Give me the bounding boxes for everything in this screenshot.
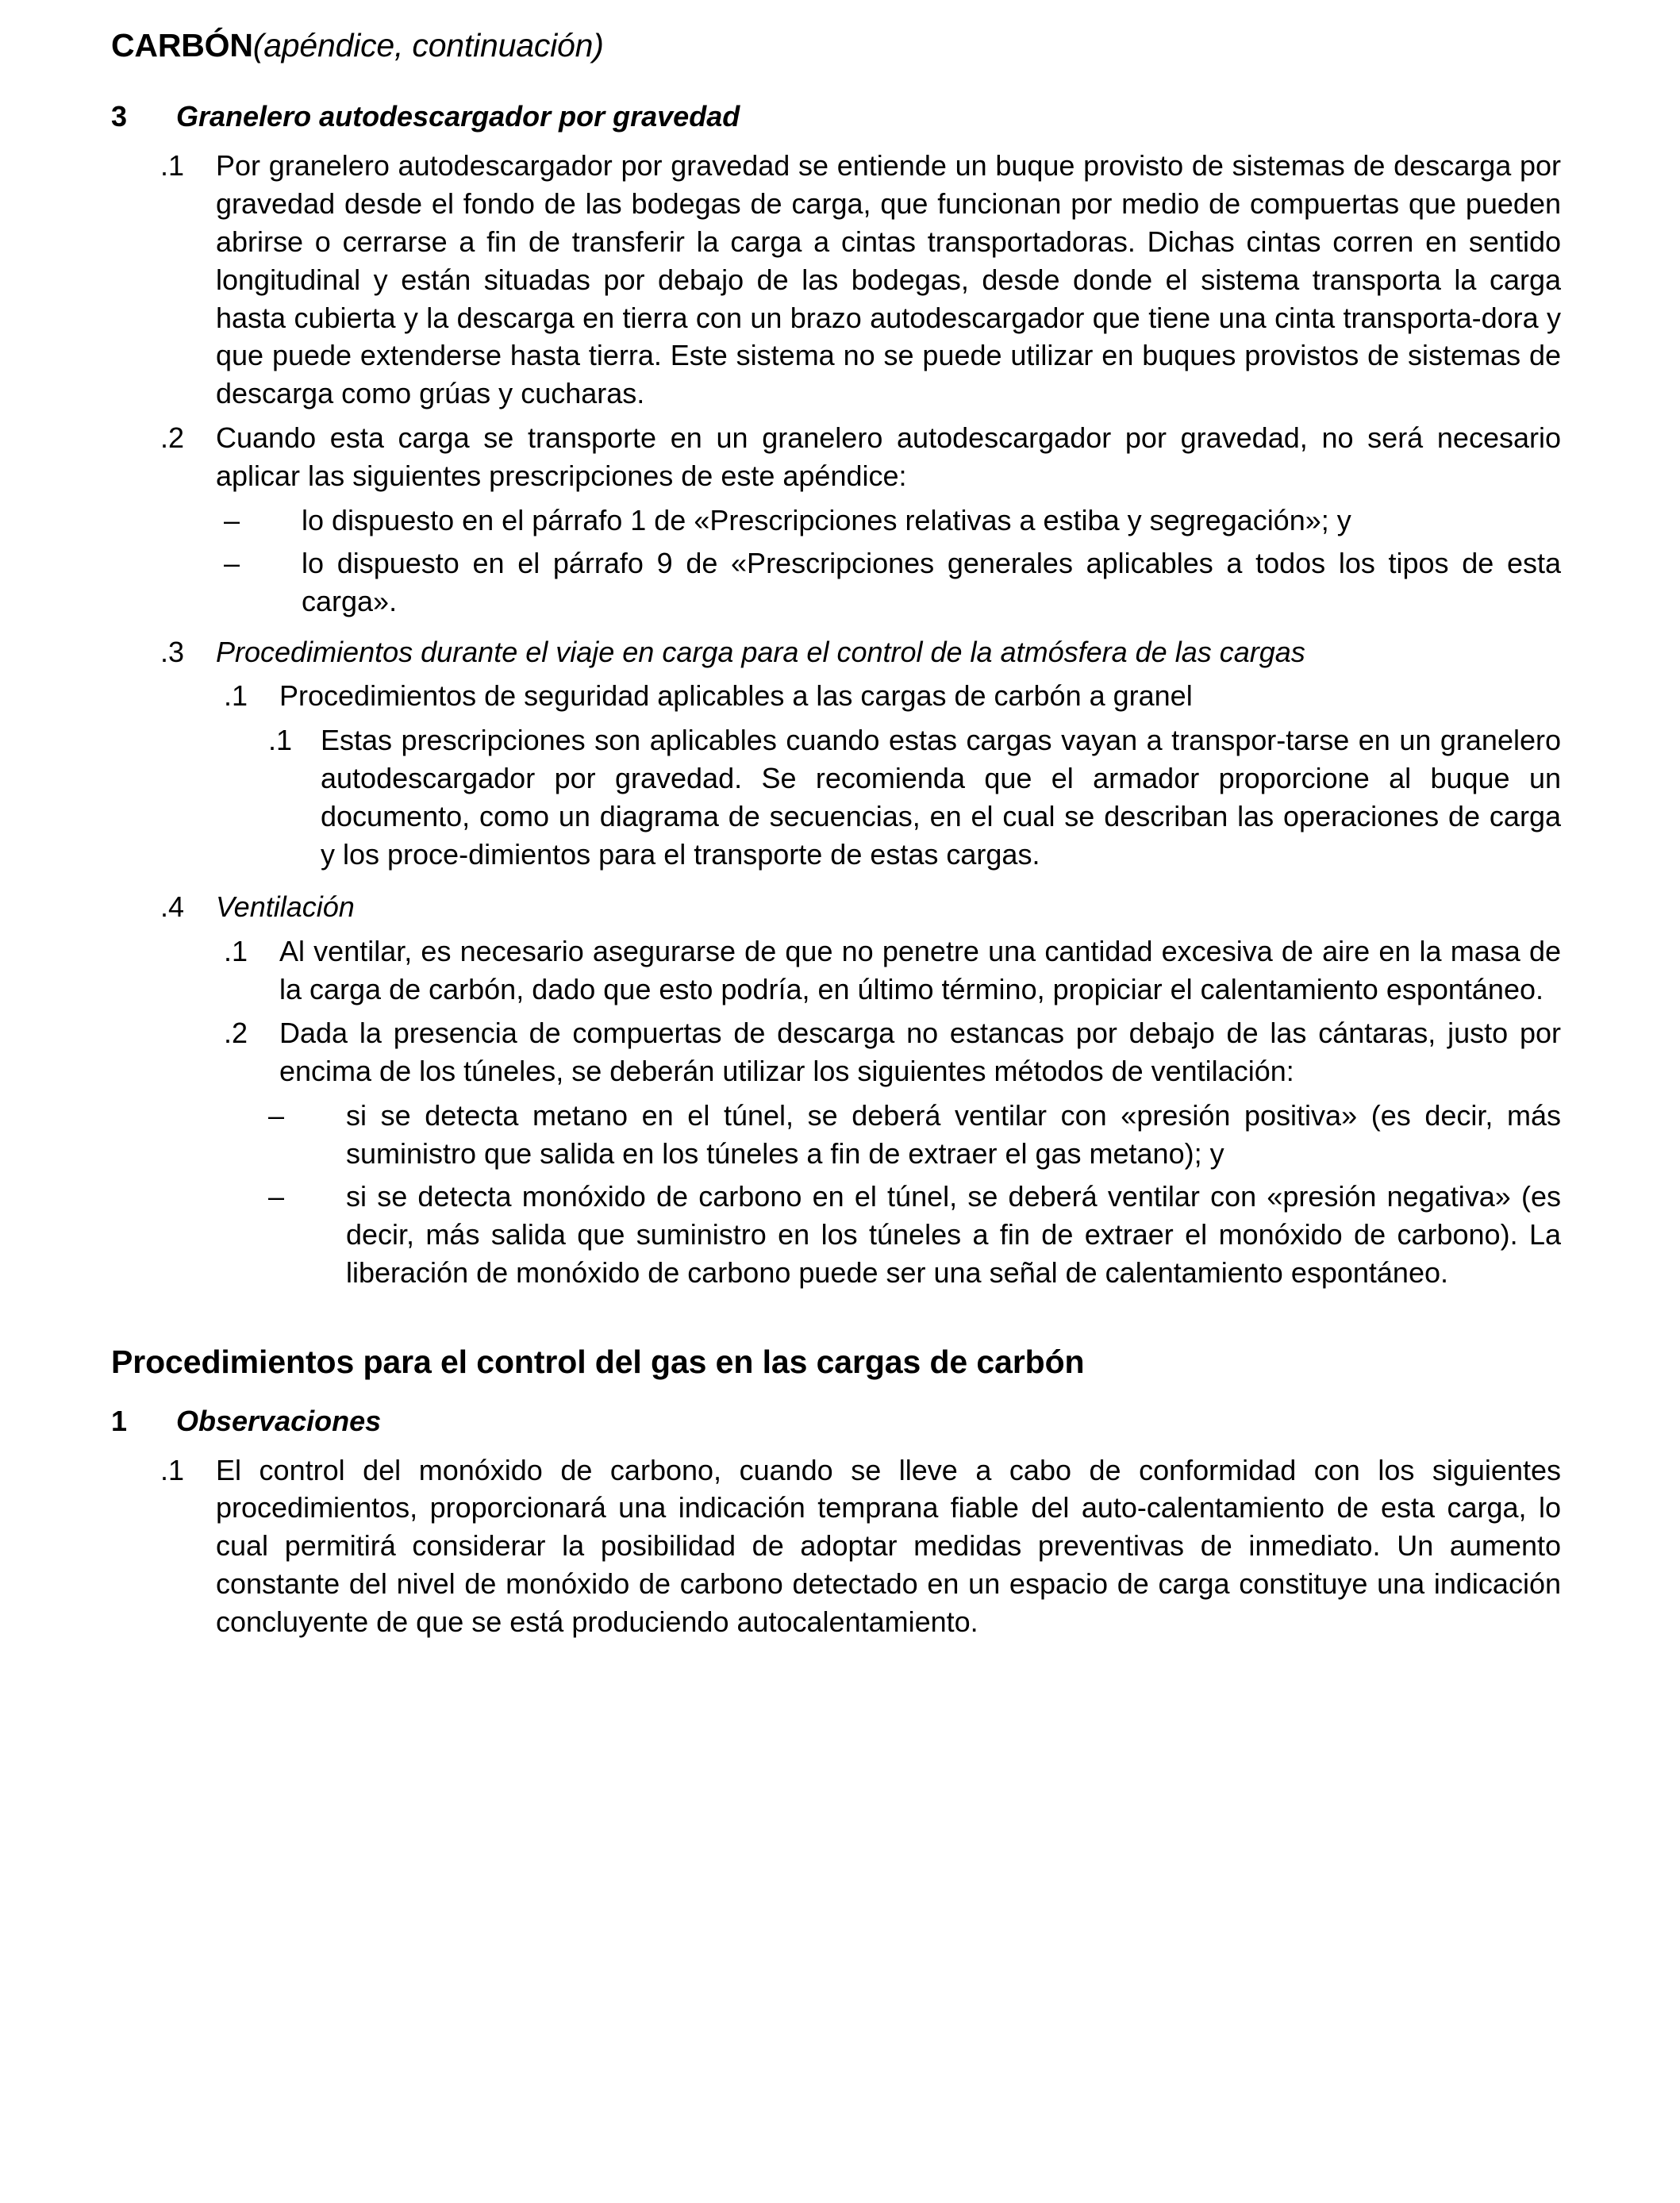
section-3-item-1-text: Por granelero autodescargador por gravedad se entiende un buque provisto de sistemas de descarga por gravedad desde el fondo de las bodegas de carga, que funcionan por medio de compuertas que pueden abrirse o cerrarse a fin de transferir la carga a cintas transportadoras. Dichas cintas corren en sentido longitudinal y están situadas por debajo de las bodegas, desde donde el sistema transporta la carga hasta cubierta y la descarga en tierra con un brazo autodescargador que tiene una cinta transporta-dora y que puede extenderse hasta tierra. Este sistema no se puede utilizar en buques provistos de sistemas de descarga como grúas y cucharas. bbox=[216, 149, 1561, 410]
section-3-item-4-sub-1-text: Al ventilar, es necesario asegurarse de que no penetre una cantidad excesiva de aire en la masa de la carga de carbón, dado que esto podría, en último término, propiciar el calentamiento espontáneo. bbox=[279, 934, 1561, 1005]
section-3-item-3-sub-1-sub-1-number: .1 bbox=[268, 724, 293, 757]
spacer bbox=[181, 880, 1561, 888]
gas-control-section-1-item-1-number: .1 bbox=[160, 1453, 185, 1486]
gas-control-section-1-heading bbox=[111, 1402, 1561, 1440]
dash-bullet-marker: – bbox=[224, 503, 240, 536]
section-3-item-3-title: Procedimientos durante el viaje en carga para el control de la atmósfera de las cargas bbox=[216, 635, 1305, 668]
section-3-item-4-sub-2-bullet-1 bbox=[181, 1097, 1561, 1173]
section-3-item-2-bullet-1-text: lo dispuesto en el párrafo 1 de «Prescripciones relativas a estiba y segregación»; y bbox=[302, 503, 1351, 536]
section-3-item-3-number: .3 bbox=[160, 635, 185, 668]
spacer bbox=[181, 625, 1561, 633]
section-3-item-4-sub-2-bullet-2 bbox=[181, 1178, 1561, 1292]
section-3-item-2-bullet-1 bbox=[181, 502, 1561, 540]
section-3-item-3-sub-1-title: Procedimientos de seguridad aplicables a las cargas de carbón a granel bbox=[279, 679, 1193, 713]
section-3-item-4-sub-1 bbox=[181, 932, 1561, 1009]
dash-bullet-marker: – bbox=[268, 1099, 285, 1132]
gas-control-section-1-item-1-text: El control del monóxido de carbono, cuando se lleve a cabo de conformidad con los siguientes procedimientos, proporcionará una indicación temprana fiable del auto-calentamiento de esta carga, lo cual permitirá considerar la posibilidad de adoptar medidas preventivas de inmediato. Un aumento constante del nivel de monóxido de carbono detectado en un espacio de carga constituye una indicación concluyente de que se está produciendo autocalentamiento. bbox=[216, 1453, 1561, 1639]
section-3-heading bbox=[111, 98, 1561, 136]
section-3-item-2-text: Cuando esta carga se transporte en un granelero autodescargador por gravedad, no será necesario aplicar las siguientes prescripciones de este apéndice: bbox=[216, 421, 1561, 493]
section-3-item-2 bbox=[160, 419, 1561, 495]
section-3-item-1 bbox=[160, 147, 1561, 413]
section-3-item-1-number: .1 bbox=[160, 149, 185, 183]
section-3-number: 3 bbox=[111, 100, 128, 133]
dash-bullet-marker: – bbox=[268, 1179, 285, 1213]
section-3-item-4-sub-2 bbox=[181, 1014, 1561, 1090]
section-3-item-4-number: .4 bbox=[160, 890, 185, 923]
gas-control-section-1-title: Observaciones bbox=[176, 1404, 382, 1437]
section-3-title: Granelero autodescargador por gravedad bbox=[176, 100, 740, 133]
section-3-item-4-sub-2-number: .2 bbox=[224, 1017, 248, 1050]
section-3-item-3-sub-1 bbox=[181, 677, 1561, 715]
section-3-item-3 bbox=[160, 633, 1561, 671]
section-3-item-4-sub-2-bullet-1-text: si se detecta metano en el túnel, se deberá ventilar con «presión positiva» (es decir, más suministro que salida en los túneles a fin de extraer el gas metano); y bbox=[346, 1099, 1561, 1171]
section-3-item-4 bbox=[160, 888, 1561, 926]
section-3-item-4-sub-1-number: .1 bbox=[224, 934, 248, 967]
gas-control-heading: Procedimientos para el control del gas en las cargas de carbón bbox=[111, 1343, 1085, 1380]
section-3-item-4-sub-2-bullet-2-text: si se detecta monóxido de carbono en el túnel, se deberá ventilar con «presión negativa» (es decir, más salida que suministro en los túneles a fin de extraer el monóxido de carbono). La liberación de monóxido de carbono puede ser una señal de calentamiento espontáneo. bbox=[346, 1179, 1561, 1289]
section-3-item-2-number: .2 bbox=[160, 421, 185, 455]
running-header-subtitle: (apéndice, continuación) bbox=[252, 27, 604, 63]
running-header-title: CARBÓN bbox=[111, 27, 253, 63]
section-3-item-2-bullet-2-text: lo dispuesto en el párrafo 9 de «Prescripciones generales aplicables a todos los tipos de esta carga». bbox=[302, 546, 1561, 617]
dash-bullet-marker: – bbox=[224, 546, 240, 579]
section-3-item-4-sub-2-text: Dada la presencia de compuertas de descarga no estancas por debajo de las cántaras, justo por encima de los túneles, se deberán utilizar los siguientes métodos de ventilación: bbox=[279, 1017, 1561, 1088]
section-3-item-3-sub-1-number: .1 bbox=[224, 679, 248, 713]
gas-control-section-1-item-1 bbox=[160, 1451, 1561, 1641]
section-3-item-2-bullet-2 bbox=[181, 544, 1561, 621]
running-header bbox=[111, 27, 1561, 64]
section-3-item-4-title: Ventilación bbox=[216, 890, 355, 923]
section-3-item-3-sub-1-sub-1 bbox=[181, 721, 1561, 874]
section-3-item-3-sub-1-sub-1-text: Estas prescripciones son aplicables cuando estas cargas vayan a transpor-tarse en un granelero autodescargador por gravedad. Se recomienda que el armador proporcione al buque un documento, como un diagrama de secuencias, en el cual se describan las operaciones de carga y los proce-dimientos para el transporte de estas cargas. bbox=[321, 724, 1561, 871]
gas-control-section-1-number: 1 bbox=[111, 1404, 128, 1437]
